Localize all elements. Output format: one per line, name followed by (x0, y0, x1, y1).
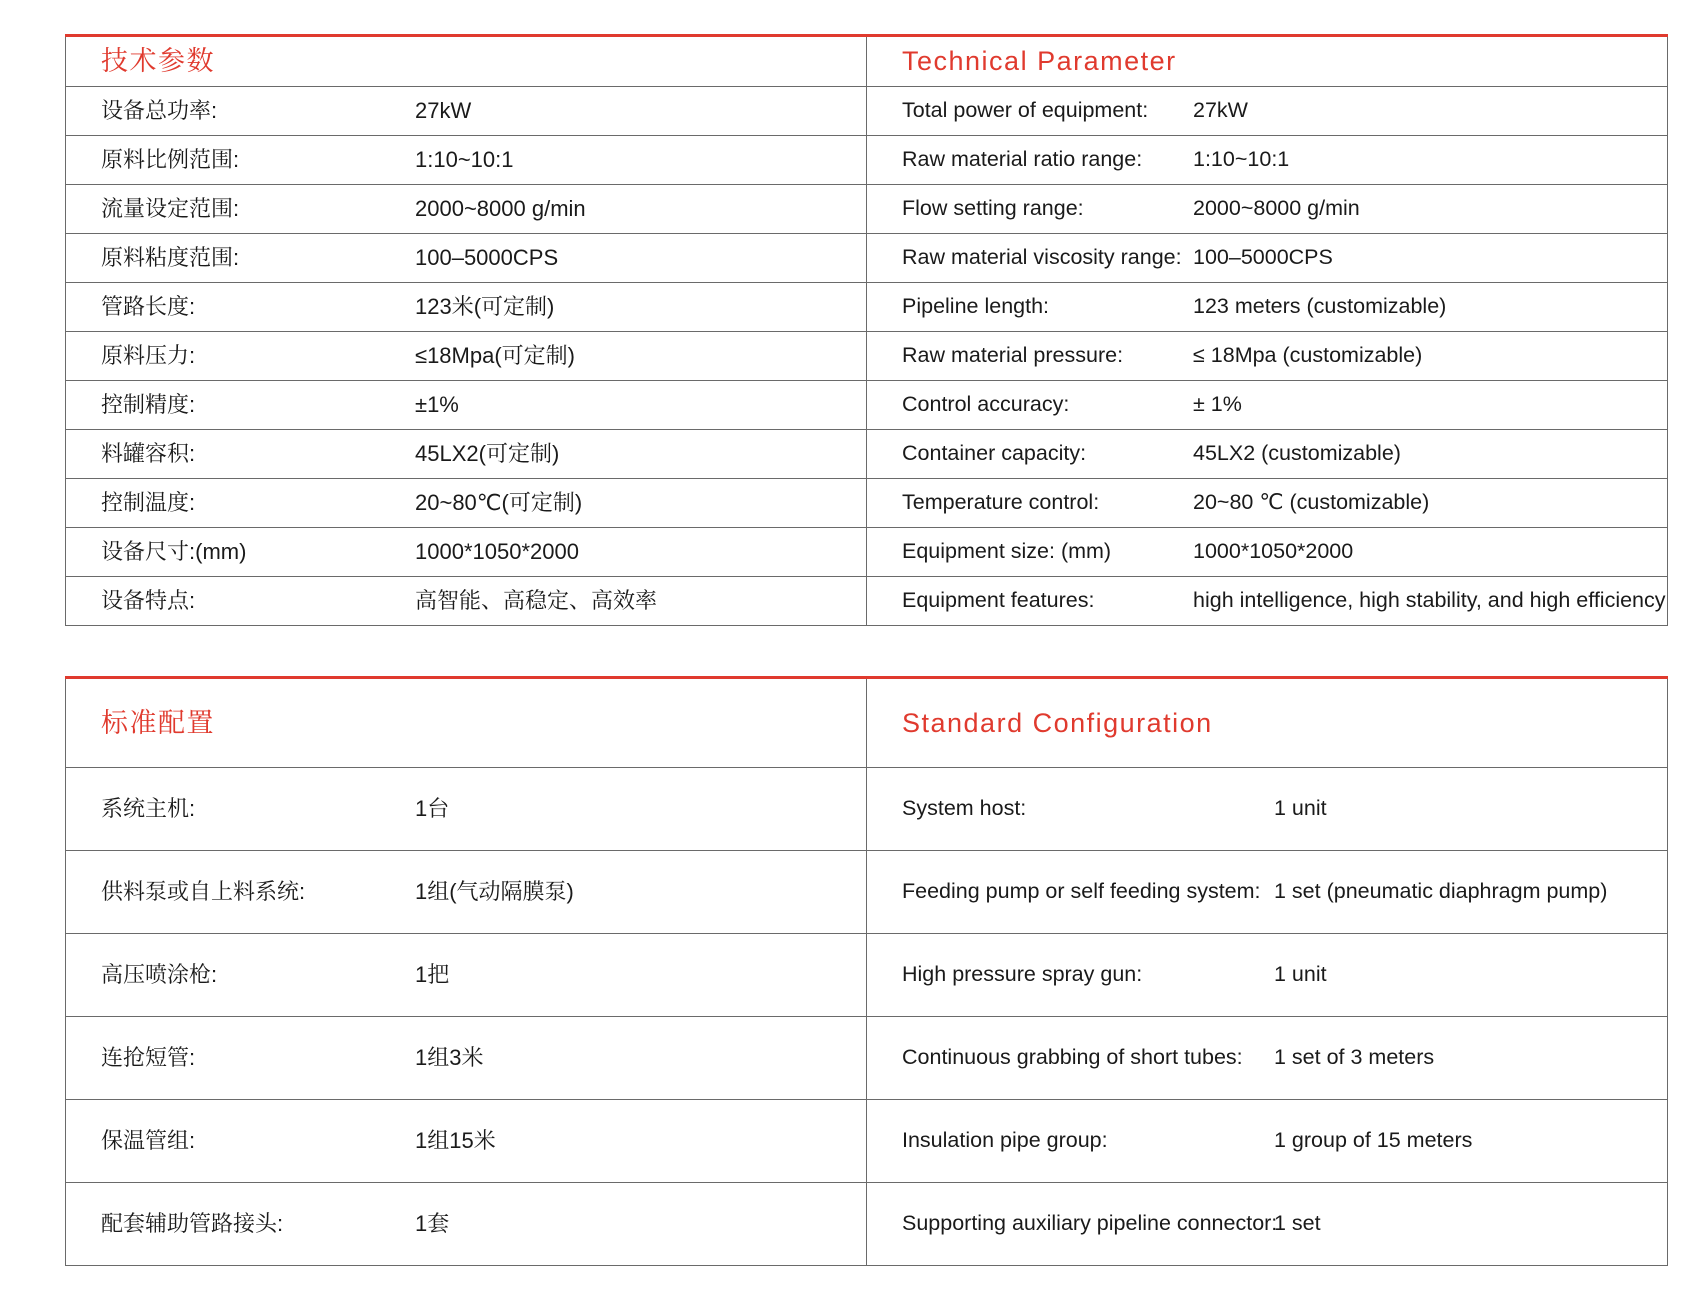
en-value: 20~80 ℃ (customizable) (1193, 490, 1430, 515)
en-value: 1 unit (1274, 962, 1327, 987)
table-row (66, 87, 1668, 136)
en-label: Raw material ratio range: (902, 147, 1143, 172)
technical-header-en-cell (867, 36, 1668, 87)
en-value: ± 1% (1193, 392, 1242, 417)
technical-title-cn: 技术参数 (101, 46, 215, 76)
en-cell (867, 528, 1668, 577)
table-row (66, 283, 1668, 332)
cn-value: ≤18Mpa(可定制) (415, 343, 575, 368)
configuration-title-cn: 标准配置 (101, 707, 215, 738)
cn-value: 123米(可定制) (415, 294, 555, 319)
en-cell (867, 332, 1668, 381)
en-cell (867, 577, 1668, 626)
cn-cell (66, 934, 867, 1017)
en-value: 123 meters (customizable) (1193, 294, 1447, 319)
cn-value: 1组15米 (415, 1128, 496, 1153)
cn-value: 2000~8000 g/min (415, 196, 586, 221)
en-value: 1 group of 15 meters (1274, 1128, 1473, 1153)
cn-value: 27kW (415, 98, 472, 123)
en-label: High pressure spray gun: (902, 962, 1143, 987)
cn-value: ±1% (415, 392, 459, 417)
configuration-header-row (66, 678, 1668, 768)
cn-label: 设备特点: (101, 588, 196, 613)
cn-value: 1把 (415, 962, 450, 987)
cn-cell (66, 430, 867, 479)
cn-label: 保温管组: (101, 1128, 196, 1153)
en-label: Continuous grabbing of short tubes: (902, 1045, 1243, 1070)
en-cell (867, 851, 1668, 934)
configuration-header-en-cell (867, 678, 1668, 768)
technical-header-row (66, 36, 1668, 87)
cn-label: 原料粘度范围: (101, 245, 240, 270)
en-value: 1 set (1274, 1211, 1321, 1236)
cn-label: 连抢短管: (101, 1045, 196, 1070)
en-value: ≤ 18Mpa (customizable) (1193, 343, 1423, 368)
table-row (66, 851, 1668, 934)
en-cell (867, 87, 1668, 136)
en-cell (867, 479, 1668, 528)
table-row (66, 332, 1668, 381)
cn-label: 原料比例范围: (101, 147, 240, 172)
cn-value: 100–5000CPS (415, 245, 559, 270)
cn-cell (66, 87, 867, 136)
cn-cell (66, 479, 867, 528)
cn-label: 控制温度: (101, 490, 196, 515)
cn-label: 原料压力: (101, 343, 196, 368)
en-value: 1 unit (1274, 796, 1327, 821)
en-value: 2000~8000 g/min (1193, 196, 1360, 221)
cn-cell (66, 577, 867, 626)
en-value: 27kW (1193, 98, 1248, 123)
en-label: System host: (902, 796, 1027, 821)
en-value: 1000*1050*2000 (1193, 539, 1354, 564)
cn-label: 设备尺寸:(mm) (101, 539, 247, 564)
en-cell (867, 934, 1668, 1017)
table-row (66, 577, 1668, 626)
table-row (66, 479, 1668, 528)
en-cell (867, 1100, 1668, 1183)
en-cell (867, 1017, 1668, 1100)
table-row (66, 528, 1668, 577)
cn-value: 1:10~10:1 (415, 147, 514, 172)
table-row (66, 1183, 1668, 1266)
cn-value: 1组3米 (415, 1045, 484, 1070)
en-value: high intelligence, high stability, and high efficiency (1193, 588, 1666, 613)
configuration-title-en: Standard Configuration (902, 707, 1213, 738)
en-label: Temperature control: (902, 490, 1100, 515)
cn-cell (66, 851, 867, 934)
en-label: Pipeline length: (902, 294, 1050, 319)
en-label: Control accuracy: (902, 392, 1070, 417)
technical-title-en: Technical Parameter (902, 46, 1177, 76)
table-row (66, 934, 1668, 1017)
en-label: Equipment size: (mm) (902, 539, 1112, 564)
en-cell (867, 381, 1668, 430)
en-label: Supporting auxiliary pipeline connector: (902, 1211, 1278, 1236)
cn-cell (66, 234, 867, 283)
configuration-header-cn-cell (66, 678, 867, 768)
cn-value: 1套 (415, 1211, 450, 1236)
cn-label: 管路长度: (101, 294, 196, 319)
table-row (66, 234, 1668, 283)
technical-parameter-table (65, 34, 1668, 626)
table-row (66, 136, 1668, 185)
en-cell (867, 234, 1668, 283)
en-label: Flow setting range: (902, 196, 1084, 221)
cn-label: 配套辅助管路接头: (101, 1211, 284, 1236)
cn-label: 供料泵或自上料系统: (101, 879, 306, 904)
en-cell (867, 768, 1668, 851)
en-value: 45LX2 (customizable) (1193, 441, 1401, 466)
cn-cell (66, 1100, 867, 1183)
cn-cell (66, 381, 867, 430)
cn-value: 45LX2(可定制) (415, 441, 560, 466)
en-label: Feeding pump or self feeding system: (902, 879, 1261, 904)
table-row (66, 1100, 1668, 1183)
table-row (66, 1017, 1668, 1100)
en-cell (867, 283, 1668, 332)
table-row (66, 185, 1668, 234)
en-label: Insulation pipe group: (902, 1128, 1108, 1153)
en-value: 100–5000CPS (1193, 245, 1333, 270)
cn-label: 高压喷涂枪: (101, 962, 218, 987)
en-label: Total power of equipment: (902, 98, 1149, 123)
en-label: Raw material viscosity range: (902, 245, 1182, 270)
en-label: Container capacity: (902, 441, 1087, 466)
cn-value: 1组(气动隔膜泵) (415, 879, 574, 904)
cn-value: 20~80℃(可定制) (415, 490, 583, 515)
standard-configuration-table (65, 676, 1668, 1266)
cn-cell (66, 528, 867, 577)
en-cell (867, 1183, 1668, 1266)
en-value: 1:10~10:1 (1193, 147, 1290, 172)
table-row (66, 768, 1668, 851)
en-label: Raw material pressure: (902, 343, 1124, 368)
cn-value: 1000*1050*2000 (415, 539, 579, 564)
cn-label: 设备总功率: (101, 98, 218, 123)
cn-value: 高智能、高稳定、高效率 (415, 588, 658, 613)
en-cell (867, 185, 1668, 234)
table-row (66, 430, 1668, 479)
cn-cell (66, 185, 867, 234)
configuration-table-body (66, 678, 1668, 1266)
en-value: 1 set of 3 meters (1274, 1045, 1435, 1070)
cn-label: 系统主机: (101, 796, 196, 821)
cn-label: 料罐容积: (101, 441, 196, 466)
cn-cell (66, 1017, 867, 1100)
cn-cell (66, 768, 867, 851)
cn-cell (66, 1183, 867, 1266)
cn-value: 1台 (415, 796, 450, 821)
cn-cell (66, 332, 867, 381)
cn-cell (66, 283, 867, 332)
technical-header-cn-cell (66, 36, 867, 87)
en-label: Equipment features: (902, 588, 1095, 613)
en-cell (867, 430, 1668, 479)
en-cell (867, 136, 1668, 185)
cn-cell (66, 136, 867, 185)
table-row (66, 381, 1668, 430)
technical-table-body (66, 36, 1668, 626)
en-value: 1 set (pneumatic diaphragm pump) (1274, 879, 1608, 904)
cn-label: 流量设定范围: (101, 196, 240, 221)
cn-label: 控制精度: (101, 392, 196, 417)
